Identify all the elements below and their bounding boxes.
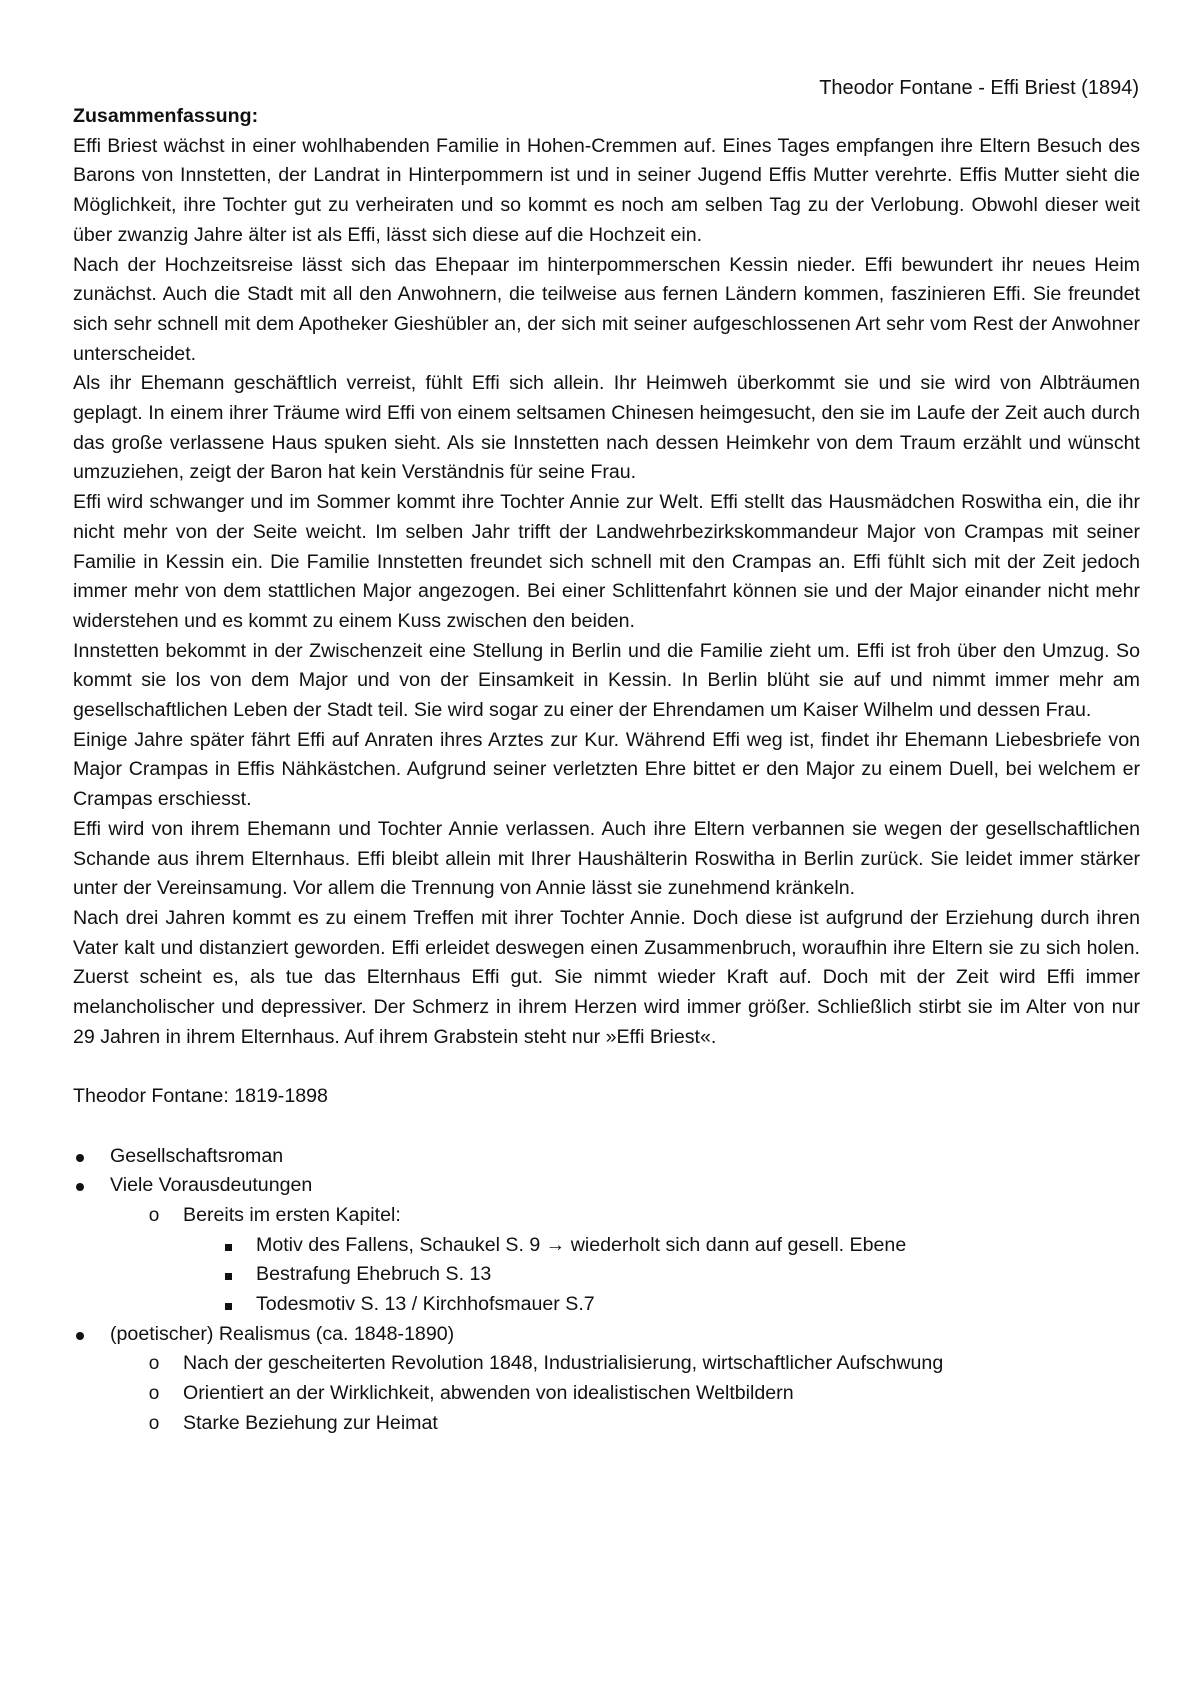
list-item: [73, 1379, 1140, 1409]
list-item: [73, 1201, 1140, 1231]
list-item: [73, 1231, 1140, 1261]
summary-heading: Zusammenfassung:: [73, 105, 259, 127]
list-item-text: (poetischer) Realismus (ca. 1848-1890): [110, 1322, 455, 1345]
list-item-text: Bereits im ersten Kapitel:: [183, 1203, 401, 1226]
bullet-square-icon: [221, 1290, 235, 1320]
list-item: [73, 1349, 1140, 1379]
summary-paragraph-5: Innstetten bekommt in der Zwischenzeit eine Stellung in Berlin und die Familie zieht um. Effi ist froh über den Umzug. So kommt sie los von dem Major und von der Einsamkeit in Kessin. In Berlin blüht sie auf und nimmt immer mehr am gesellschaftlichen Leben der Stadt teil. Sie wird sogar zu einer der Ehrendamen um Kaiser Wilhelm und dessen Frau.: [73, 639, 1140, 722]
list-item-text: Motiv des Fallens, Schaukel S. 9 → wiederholt sich dann auf gesell. Ebene: [256, 1233, 907, 1256]
list-item-text: Viele Vorausdeutungen: [110, 1174, 313, 1197]
summary-paragraph-1: Effi Briest wächst in einer wohlhabenden Familie in Hohen-Cremmen auf. Eines Tages empfangen ihre Eltern Besuch des Barons von Innstetten, der Landrat in Hinterpommern ist und in seiner Jugend Effis Mutter verehrte. Effis Mutter sieht die Möglichkeit, ihre Tochter gut zu verheiraten und so kommt es noch am selben Tag zu der Verlobung. Obwohl dieser weit über zwanzig Jahre älter ist als Effi, lässt sich diese auf die Hochzeit ein.: [73, 134, 1140, 246]
summary-paragraph-4: Effi wird schwanger und im Sommer kommt ihre Tochter Annie zur Welt. Effi stellt das Hausmädchen Roswitha ein, die ihr nicht mehr von der Seite weicht. Im selben Jahr trifft der Landwehrbezirkskommandeur Major von Crampas mit seiner Familie in Kessin ein. Die Familie Innstetten freundet sich schnell mit den Crampas an. Effi fühlt sich mit der Zeit jedoch immer mehr von dem stattlichen Major angezogen. Bei einer Schlittenfahrt können sie und der Major einander nicht mehr widerstehen und es kommt zu einem Kuss zwischen den beiden.: [73, 491, 1140, 632]
summary-paragraph-7: Effi wird von ihrem Ehemann und Tochter Annie verlassen. Auch ihre Eltern verbannen sie wegen der gesellschaftlichen Schande aus ihrem Elternhaus. Effi bleibt allein mit Ihrer Haushälterin Roswitha in Berlin zurück. Sie leidet immer stärker unter der Vereinsamung. Vor allem die Trennung von Annie lässt sie zunehmend kränkeln.: [73, 817, 1140, 900]
list-item: [73, 1290, 1140, 1320]
summary-paragraph-2: Nach der Hochzeitsreise lässt sich das Ehepaar im hinterpommerschen Kessin nieder. Effi bewundert ihr neues Heim zunächst. Auch die Stadt mit all den Anwohnern, die teilweise aus fernen Ländern kommen, faszinieren Effi. Sie freundet sich sehr schnell mit dem Apotheker Gieshübler an, der sich mit seiner aufgeschlossenen Art sehr vom Rest der Anwohner unterscheidet.: [73, 253, 1140, 365]
document-body: [73, 102, 1140, 1438]
list-item-text: Nach der gescheiterten Revolution 1848, Industrialisierung, wirtschaftlicher Aufschwung: [183, 1352, 944, 1375]
bullet-disc-icon: [73, 1320, 87, 1350]
list-item-text: Orientiert an der Wirklichkeit, abwenden von idealistischen Weltbildern: [183, 1382, 794, 1405]
document-header: Theodor Fontane - Effi Briest (1894): [819, 77, 1139, 99]
summary-paragraph-8: Nach drei Jahren kommt es zu einem Treffen mit ihrer Tochter Annie. Doch diese ist aufgrund der Erziehung durch ihren Vater kalt und distanziert geworden. Effi erleidet deswegen einen Zusammenbruch, woraufhin ihre Eltern sie zu sich holen. Zuerst scheint es, als tue das Elternhaus Effi gut. Sie nimmt wieder Kraft auf. Doch mit der Zeit wird Effi immer melancholischer und depressiver. Der Schmerz in ihrem Herzen wird immer größer. Schließlich stirbt sie im Alter von nur 29 Jahren in ihrem Elternhaus. Auf ihrem Grabstein steht nur »Effi Briest«.: [73, 906, 1140, 1048]
bullet-disc-icon: [73, 1142, 87, 1172]
notes-list: [73, 1142, 1140, 1439]
list-item: [73, 1320, 1140, 1350]
list-item-text: Starke Beziehung zur Heimat: [183, 1411, 438, 1434]
list-item: [73, 1142, 1140, 1172]
list-item: [73, 1409, 1140, 1439]
list-item: [73, 1260, 1140, 1290]
list-item: [73, 1171, 1140, 1201]
bullet-disc-icon: [73, 1171, 87, 1201]
bullet-square-icon: [221, 1231, 235, 1261]
bullet-circle-icon: o: [148, 1412, 160, 1434]
list-item-text: Gesellschaftsroman: [110, 1144, 284, 1167]
bullet-circle-icon: o: [148, 1353, 160, 1375]
bullet-circle-icon: o: [148, 1383, 160, 1405]
author-dates: Theodor Fontane: 1819-1898: [73, 1085, 328, 1108]
list-item-text: Todesmotiv S. 13 / Kirchhofsmauer S.7: [256, 1293, 595, 1316]
summary-paragraph-3: Als ihr Ehemann geschäftlich verreist, fühlt Effi sich allein. Ihr Heimweh überkommt sie und sie wird von Albträumen geplagt. In einem ihrer Träume wird Effi von einem seltsamen Chinesen heimgesucht, den sie im Laufe der Zeit auch durch das große verlassene Haus spuken sieht. Als sie Innstetten nach dessen Heimkehr von dem Traum erzählt und wünscht umzuziehen, zeigt der Baron hat kein Verständnis für seine Frau.: [73, 372, 1140, 484]
list-item-text: Bestrafung Ehebruch S. 13: [256, 1263, 492, 1286]
bullet-square-icon: [221, 1260, 235, 1290]
summary-paragraph-6: Einige Jahre später fährt Effi auf Anraten ihres Arztes zur Kur. Während Effi weg ist, findet ihr Ehemann Liebesbriefe von Major Crampas in Effis Nähkästchen. Aufgrund seiner verletzten Ehre bittet er den Major zu einem Duell, bei welchem er Crampas erschiesst.: [73, 728, 1140, 811]
bullet-circle-icon: o: [148, 1204, 160, 1226]
